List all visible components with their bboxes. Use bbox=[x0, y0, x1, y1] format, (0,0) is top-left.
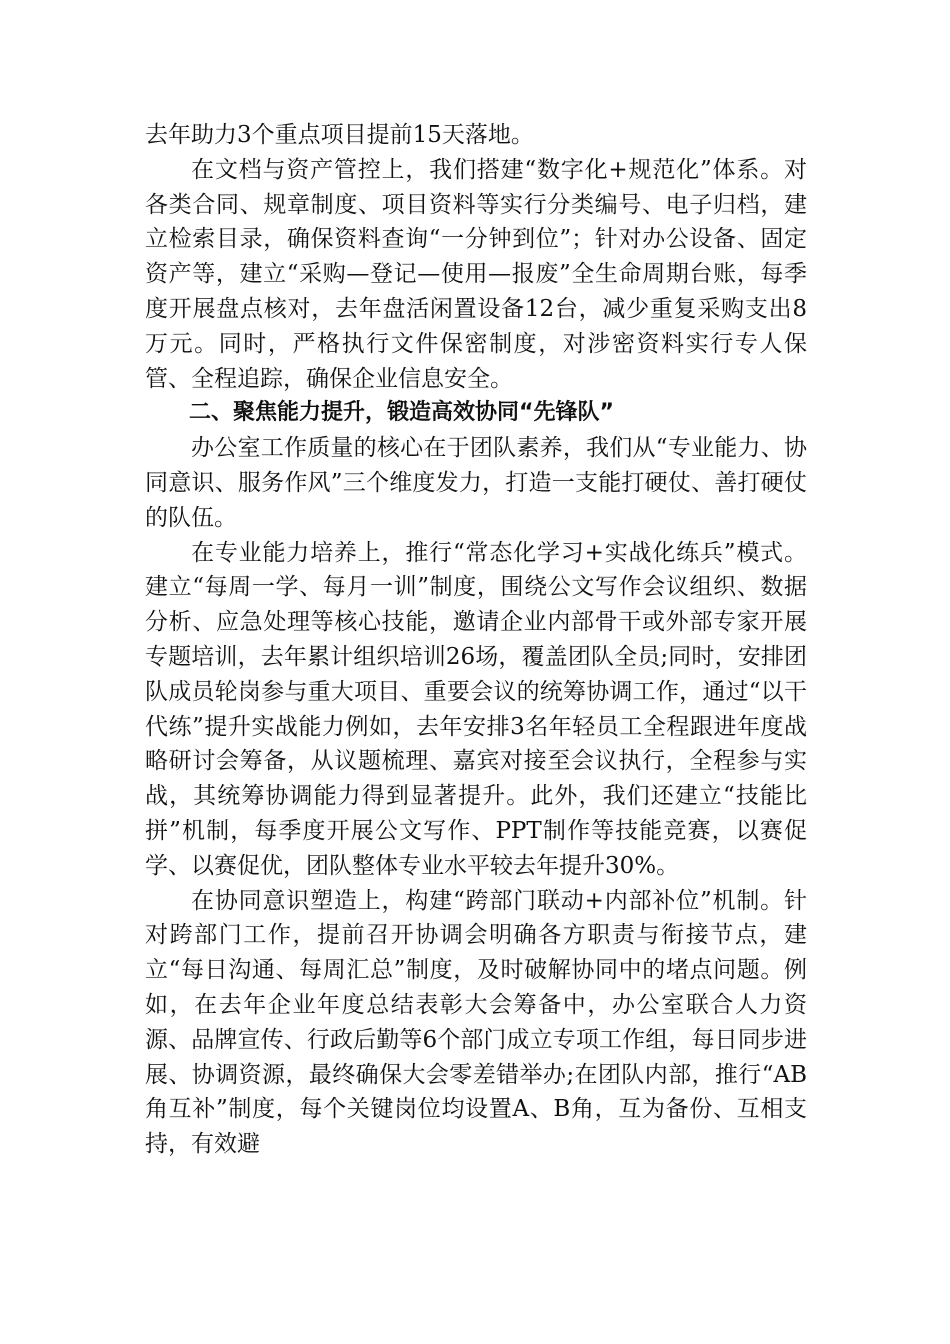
document-body bbox=[145, 118, 807, 1162]
paragraph-collaboration: 在协同意识塑造上，构建“跨部门联动+内部补位”机制。针对跨部门工作，提前召开协调会明确各方职责与衔接节点，建立“每日沟通、每周汇总”制度，及时破解协同中的堵点问题。例如，在去年企业年度总结表彰大会筹备中，办公室联合人力资源、品牌宣传、行政后勤等6个部门成立专项工作组，每日同步进展、协调资源，最终确保大会零差错举办;在团队内部，推行“AB角互补”制度，每个关键岗位均设置A、B角，互为备份、互相支持，有效避 bbox=[145, 887, 807, 1158]
paragraph-professional-training: 在专业能力培养上，推行“常态化学习+实战化练兵”模式。建立“每周一学、每月一训”制度，围绕公文写作会议组织、数据分析、应急处理等核心技能，邀请企业内部骨干或外部专家开展专题培训，去年累计组织培训26场，覆盖团队全员;同时，安排团队成员轮岗参与重大项目、重要会议的统筹协调工作，通过“以干代练”提升实战能力例如，去年安排3名年轻员工全程跟进年度战略研讨会筹备，从议题梳理、嘉宾对接至会议执行，全程参与实战，其统筹协调能力得到显著提升。此外，我们还建立“技能比拼”机制，每季度开展公文写作、PPT制作等技能竞赛，以赛促学、以赛促优，团队整体专业水平较去年提升30%。 bbox=[145, 539, 807, 879]
section-heading-2: 二、聚焦能力提升，锻造高效协同“先锋队” bbox=[189, 400, 614, 426]
paragraph-team-quality: 办公室工作质量的核心在于团队素养，我们从“专业能力、协同意识、服务作风”三个维度发力，打造一支能打硬仗、善打硬仗的队伍。 bbox=[145, 435, 807, 531]
paragraph-continuation: 去年助力3个重点项目提前15天落地。 bbox=[145, 122, 534, 148]
paragraph-document-asset-control: 在文档与资产管控上，我们搭建“数字化+规范化”体系。对各类合同、规章制度、项目资料等实行分类编号、电子归档，建立检索目录，确保资料查询“一分钟到位”；针对办公设备、固定资产等，建立“采购—登记—使用—报废”全生命周期台账，每季度开展盘点核对，去年盘活闲置设备12台，减少重复采购支出8万元。同时，严格执行文件保密制度，对涉密资料实行专人保管、全程追踪，确保企业信息安全。 bbox=[145, 156, 807, 392]
